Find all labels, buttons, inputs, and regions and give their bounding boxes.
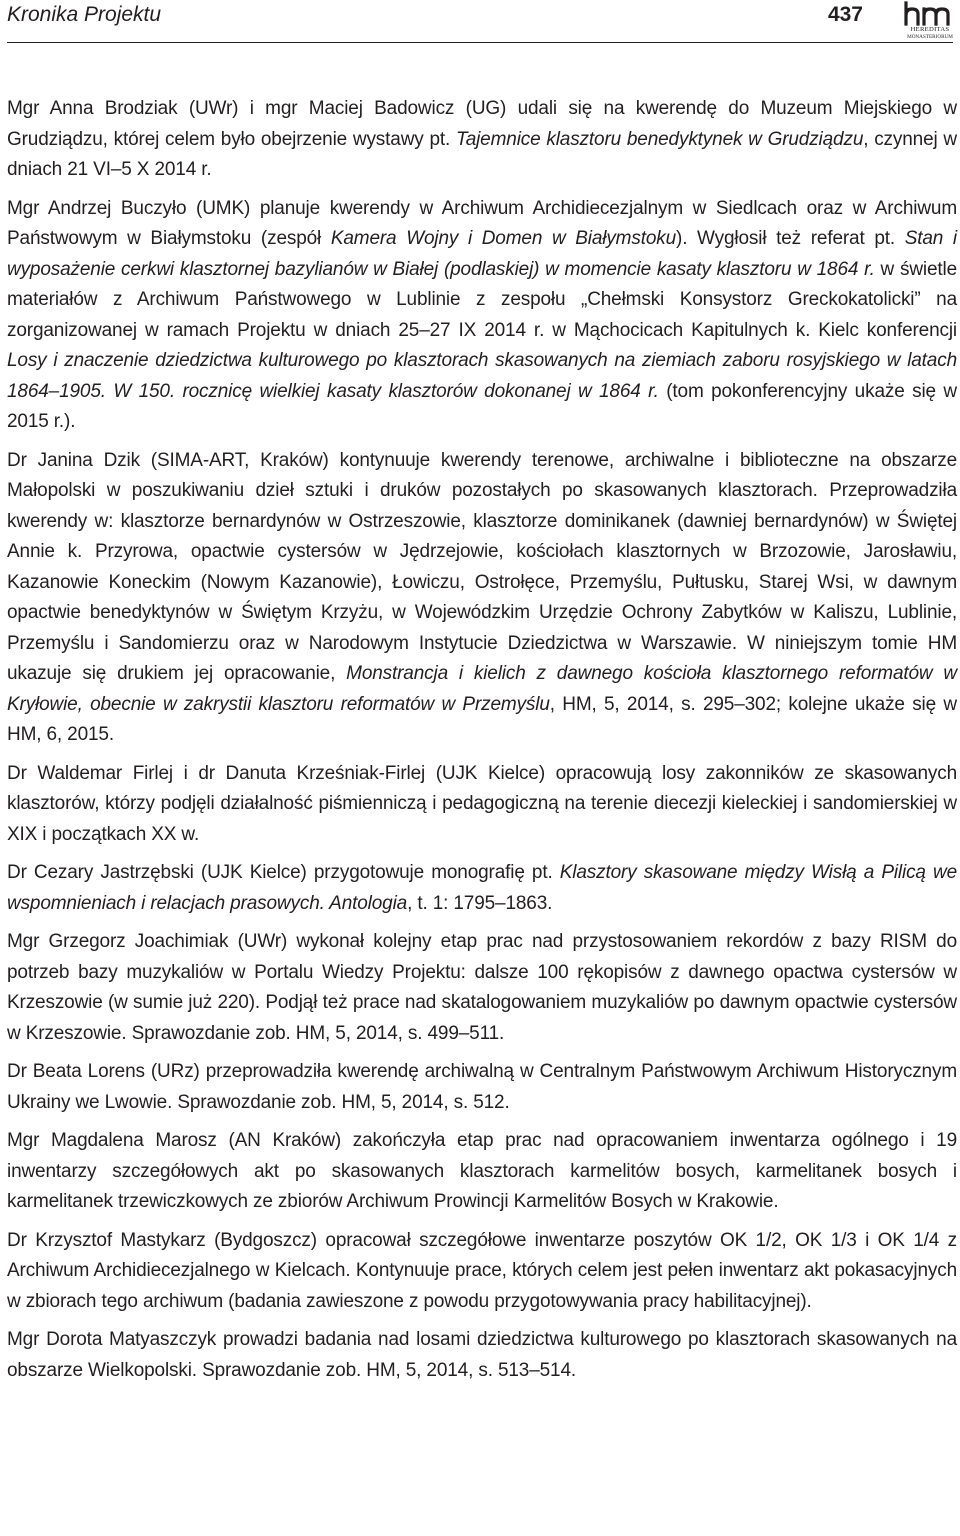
text-segment: , czynnej w dniach 21 VI–5 X 2014 r.: [7, 128, 957, 180]
italic-title-segment: Kamera Wojny i Domen w Białymstoku: [330, 228, 677, 249]
chronicle-entry-paragraph: [7, 1226, 957, 1318]
text-segment: Mgr Dorota Matyaszczyk prowadzi badania nad losami dziedzictwa kulturowego po klasztorach skasowanych na obszarze Wielkopolski. Sprawozdanie zob. HM, 5, 2014, s. 513–514.: [7, 1329, 957, 1381]
text-segment: Mgr Magdalena Marosz (AN Kraków) zakończyła etap prac nad opracowaniem inwentarza ogólnego i 19 inwentarzy szczegółowych akt po skasowanych klasztorach karmelitów bosych, karmelitanek bosych i karmelitanek trzewiczkowych ze zbiorów Archiwum Prowincji Karmelitów Bosych w Krakowie.: [7, 1130, 957, 1212]
text-segment: Mgr Grzegorz Joachimiak (UWr) wykonał kolejny etap prac nad przystosowaniem rekordów z bazy RISM do potrzeb bazy muzykaliów w Portalu Wiedzy Projektu: dalsze 100 rękopisów z dawnego opactwa cystersów w Krzeszowie (w sumie już 220). Podjął też prace nad skatalogowaniem muzykaliów po dawnym opactwie cystersów w Krzeszowie. Sprawozdanie zob. HM, 5, 2014, s. 499–511.: [7, 931, 957, 1044]
text-segment: Dr Janina Dzik (SIMA-ART, Kraków) kontynuuje kwerendy terenowe, archiwalne i biblioteczne na obszarze Małopolski w poszukiwaniu dzieł sztuki i druków pozostałych po skasowanych klasztorach. Przeprowadziła kwerendy w: klasztorze bernardynów w Ostrzeszowie, klasztorze dominikanek (dawniej bernardynów) w Świętej Annie k. Przyrowa, opactwie cystersów w Jędrzejowie, kościołach klasztornych w Brzozowie, Jarosławiu, Kazanowie Koneckim (Nowym Kazanowie), Łowiczu, Ostrołęce, Przemyślu, Pułtusku, Starej Wsi, w dawnym opactwie benedyktynów w Świętym Krzyżu, w Wojewódzkim Urzędzie Ochrony Zabytków w Kaliszu, Lublinie, Przemyślu i Sandomierzu oraz w Narodowym Instytucie Dziedzictwa w Warszawie. W niniejszym tomie HM ukazuje się drukiem jej opracowanie,: [7, 449, 957, 684]
text-segment: Mgr Anna Brodziak (UWr) i mgr Maciej Badowicz (UG) udali się na kwerendę do Muzeum Miejskiego w Grudziądzu, której celem było obejrzenie wystawy pt.: [7, 98, 957, 150]
text-segment: Dr Cezary Jastrzębski (UJK Kielce) przygotowuje monografię pt.: [7, 862, 560, 883]
logo-line-1: HEREDITAS: [910, 26, 950, 33]
running-title: Kronika Projektu: [7, 3, 162, 26]
hm-logo: [903, 0, 957, 40]
chronicle-entry-paragraph: [7, 1057, 957, 1118]
page-header: [7, 0, 953, 43]
page-number: 437: [827, 3, 863, 26]
text-segment: Mgr Andrzej Buczyło (UMK) planuje kwerendy w Archiwum Archidiecezjalnym w Siedlcach oraz w Archiwum Państwowym w Białymstoku (zespół: [7, 197, 957, 249]
italic-title-segment: Stan i wyposażenie cerkwi klasztornej bazylianów w Białej (podlaskiej) w momencie kasaty klasztoru w 1864 r.: [7, 228, 957, 280]
chronicle-entry-paragraph: [7, 1325, 957, 1386]
text-segment: Dr Beata Lorens (URz) przeprowadziła kwerendę archiwalną w Centralnym Państwowym Archiwum Historycznym Ukrainy we Lwowie. Sprawozdanie zob. HM, 5, 2014, s. 512.: [7, 1061, 957, 1113]
chronicle-body: [7, 94, 957, 1394]
text-segment: ). Wygłosił też referat pt.: [676, 228, 905, 249]
italic-title-segment: Klasztory skasowane między Wisłą a Pilicą we wspomnieniach i relacjach prasowych. Antologia: [7, 862, 957, 914]
chronicle-entry-paragraph: [7, 1126, 957, 1218]
chronicle-entry-paragraph: [7, 446, 957, 751]
logo-line-2: MONASTERIORUM: [907, 34, 953, 40]
chronicle-entry-paragraph: [7, 927, 957, 1049]
text-segment: w świetle materiałów z Archiwum Państwowego w Lublinie z zespołu „Chełmski Konsystorz Greckokatolicki” na zorganizowanej w ramach Projektu w dniach 25–27 IX 2014 r. w Mąchocicach Kapitulnych k. Kielc konferencji: [7, 258, 957, 341]
italic-title-segment: Tajemnice klasztoru benedyktynek w Grudziądzu: [455, 128, 864, 150]
text-segment: , HM, 5, 2014, s. 295–302; kolejne ukaże się w HM, 6, 2015.: [7, 693, 957, 745]
text-segment: Dr Krzysztof Mastykarz (Bydgoszcz) opracował szczegółowe inwentarze poszytów OK 1/2, OK 1/3 i OK 1/4 z Archiwum Archidiecezjalnego w Kielcach. Kontynuuje prace, których celem jest pełen inwentarz akt pokasacyjnych w zbiorach tego archiwum (badania zawieszone z powodu przygotowywania pracy habilitacyjnej).: [7, 1229, 957, 1312]
chronicle-entry-paragraph: [7, 194, 957, 438]
text-segment: (tom pokonferencyjny ukaże się w 2015 r.).: [7, 380, 957, 432]
hm-logo-mark-icon: [903, 0, 957, 40]
italic-title-segment: Monstrancja i kielich z dawnego kościoła klasztornego reformatów w Kryłowie, obecnie w zakrystii klasztoru reformatów w Przemyślu: [7, 663, 957, 715]
text-segment: Dr Waldemar Firlej i dr Danuta Krześniak-Firlej (UJK Kielce) opracowują losy zakonników ze skasowanych klasztorów, którzy podjęli działalność piśmienniczą i pedagogiczną na terenie diecezji kieleckiej i sandomierskiej w XIX i początkach XX w.: [7, 762, 957, 845]
chronicle-entry-paragraph: [7, 858, 957, 919]
chronicle-entry-paragraph: [7, 94, 957, 186]
chronicle-entry-paragraph: [7, 759, 957, 851]
text-segment: , t. 1: 1795–1863.: [407, 892, 553, 914]
italic-title-segment: Losy i znaczenie dziedzictwa kulturowego po klasztorach skasowanych na ziemiach zaboru rosyjskiego w latach 1864–1905. W 150. rocznicę wielkiej kasaty klasztorów dokonanej w 1864 r.: [7, 350, 957, 402]
